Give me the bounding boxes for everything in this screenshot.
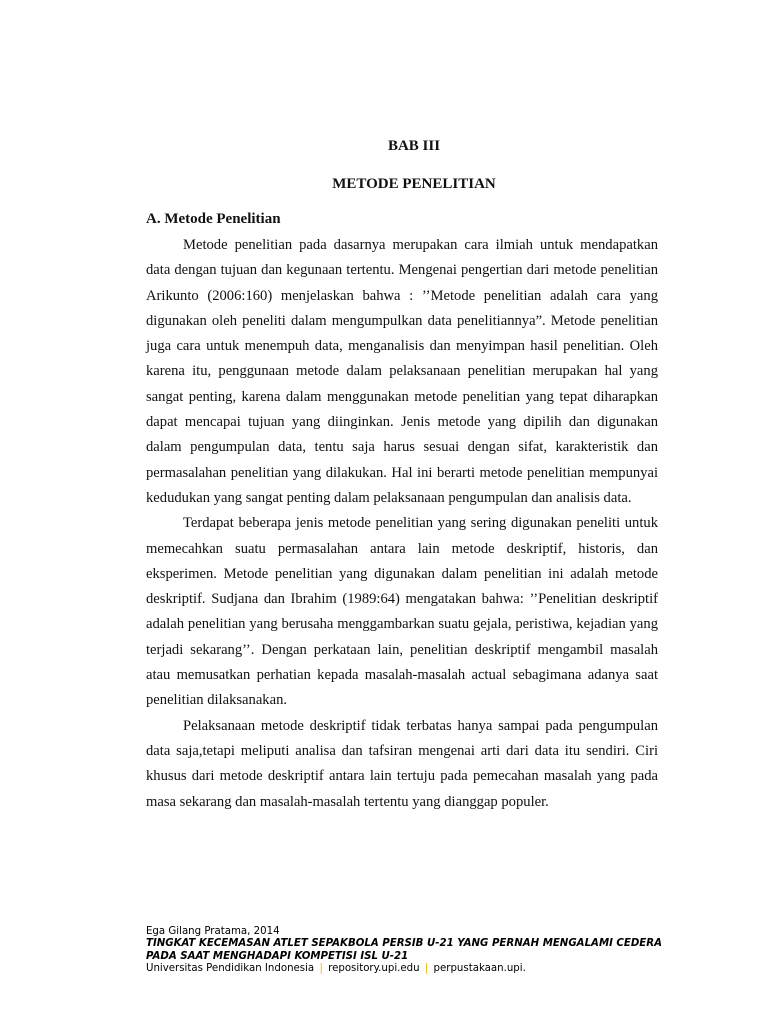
chapter-title: METODE PENELITIAN [332, 176, 496, 192]
footer-author: Ega Gilang Pratama, 2014 [146, 926, 280, 937]
body-text [146, 233, 658, 815]
chapter-number: BAB III [387, 138, 441, 154]
section-heading: A. Metode Penelitian [146, 211, 281, 227]
footer-thesis-title: TINGKAT KECEMASAN ATLET SEPAKBOLA PERSIB U-21 YANG PERNAH MENGALAMI CEDERA PADA SAAT MENGHADAPI KOMPETISI ISL U-21 [146, 938, 662, 962]
footer-repository-link[interactable]: repository.upi.edu [328, 963, 420, 975]
paragraph-2: Terdapat beberapa jenis metode penelitian yang sering digunakan peneliti untuk memecahkan suatu permasalahan antara lain metode deskriptif, historis, dan eksperimen. Metode penelitian yang digunakan dalam penelitian ini adalah metode deskriptif. Sudjana dan Ibrahim (1989:64) mengatakan bahwa: ’’Penelitian deskriptif adalah penelitian yang berusaha menggambarkan suatu gejala, peristiwa, kejadian yang terjadi sekarang’’. Dengan perkataan lain, penelitian deskriptif mengambil masalah atau memusatkan perhatian kepada masalah-masalah actual sebagimana adanya saat penelitian dilaksanakan. [146, 515, 658, 709]
paragraph-3: Pelaksanaan metode deskriptif tidak terbatas hanya sampai pada pengumpulan data saja,tetapi meliputi analisa dan tafsiran mengenai arti dari data itu sendiri. Ciri khusus dari metode deskriptif antara lain tertuju pada pemecahan masalah yang pada masa sekarang dan masalah-masalah tertentu yang dianggap populer. [146, 717, 658, 810]
footer-separator: | [319, 963, 323, 975]
page-footer [146, 926, 666, 976]
footer-separator: | [424, 963, 429, 975]
footer-library-link[interactable]: perpustakaan.upi. [433, 963, 526, 975]
footer-university: Universitas Pendidikan Indonesia [146, 963, 315, 975]
footer-affiliation [146, 963, 666, 975]
paragraph-1: Metode penelitian pada dasarnya merupakan cara ilmiah untuk mendapatkan data dengan tujuan dan kegunaan tertentu. Mengenai pengertian dari metode penelitian Arikunto (2006:160) menjelaskan bahwa : ’’Metode penelitian adalah cara yang digunakan oleh peneliti dalam mengumpulkan data penelitiannya”. Metode penelitian juga cara untuk menempuh data, menganalisis dan menyimpan hasil penelitian. Oleh karena itu, penggunaan metode dalam pelaksanaan penelitian merupakan hal yang sangat penting, karena dalam menggunakan metode penelitian yang tepat diharapkan dapat mencapai tujuan yang diinginkan. Jenis metode yang dipilih dan digunakan dalam pengumpulan data, tentu saja harus sesuai dengan sifat, karakteristik dan permasalahan penelitian yang dilakukan. Hal ini berarti metode penelitian mempunyai kedudukan yang sangat penting dalam pelaksanaan pengumpulan dan analisis data. [146, 237, 658, 506]
